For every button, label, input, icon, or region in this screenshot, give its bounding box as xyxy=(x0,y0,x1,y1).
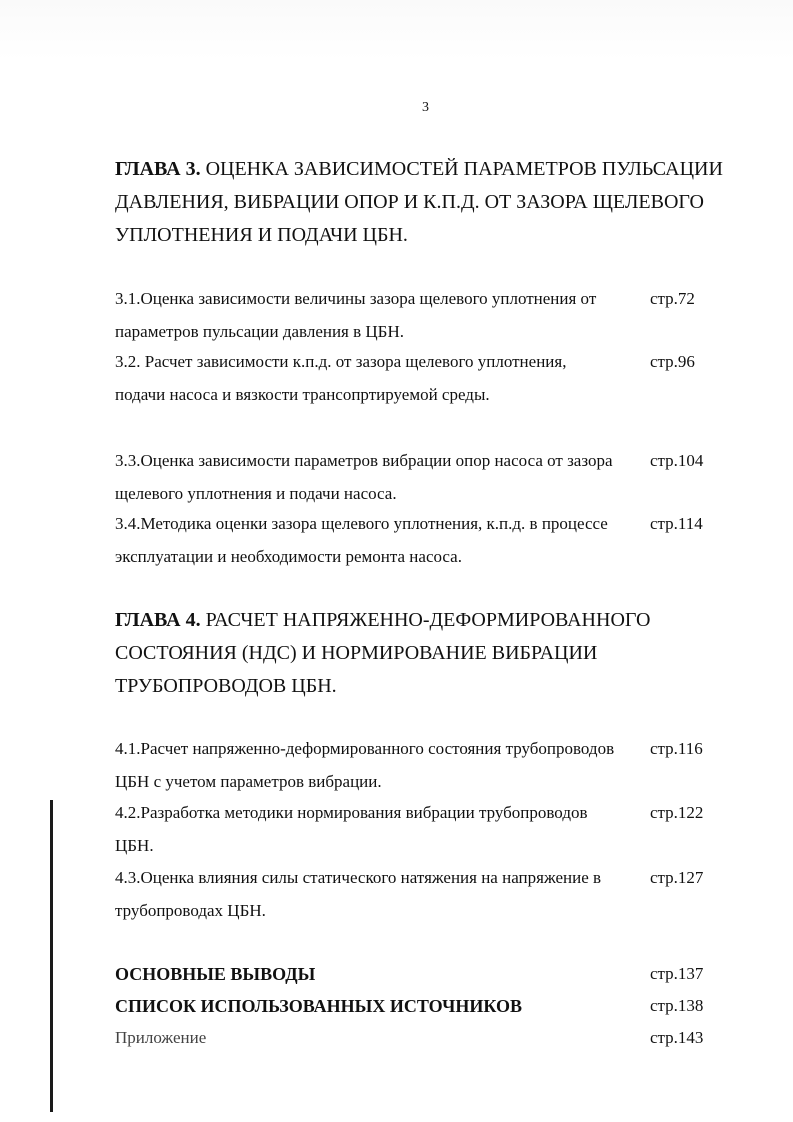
toc-entry-4-1 xyxy=(115,732,730,798)
toc-entry-3-4 xyxy=(115,507,730,573)
toc-conclusions xyxy=(115,959,730,990)
chapter-3-heading xyxy=(115,153,745,252)
toc-references-text: СПИСОК ИСПОЛЬЗОВАННЫХ ИСТОЧНИКОВ xyxy=(115,996,522,1016)
toc-entry-page: стр.122 xyxy=(650,803,704,822)
toc-entry-text: 3.3.Оценка зависимости параметров вибрации опор насоса от зазора щелевого уплотнения и подачи насоса. xyxy=(115,451,613,503)
toc-conclusions-page: стр.137 xyxy=(650,964,704,983)
toc-entry-3-1 xyxy=(115,282,730,348)
toc-entry-page: стр.96 xyxy=(650,352,695,371)
toc-references xyxy=(115,991,730,1022)
toc-entry-text: 3.4.Методика оценки зазора щелевого уплотнения, к.п.д. в процессе эксплуатации и необходимости ремонта насоса. xyxy=(115,514,608,566)
toc-entry-text: 4.1.Расчет напряженно-деформированного состояния трубопроводов ЦБН с учетом параметров вибрации. xyxy=(115,739,615,791)
chapter-3-label: ГЛАВА 3. xyxy=(115,158,201,180)
toc-entry-3-3 xyxy=(115,444,730,510)
toc-appendix xyxy=(115,1023,730,1053)
toc-entry-text: 4.3.Оценка влияния силы статического натяжения на напряжение в трубопроводах ЦБН. xyxy=(115,868,602,920)
toc-entry-3-2 xyxy=(115,345,730,411)
toc-entry-text: 4.2.Разработка методики нормирования вибрации трубопроводов ЦБН. xyxy=(115,803,588,855)
chapter-4-title: РАСЧЕТ НАПРЯЖЕННО-ДЕФОРМИРОВАННОГО СОСТОЯНИЯ (НДС) И НОРМИРОВАНИЕ ВИБРАЦИИ ТРУБОПРОВОДОВ ЦБН. xyxy=(115,609,651,697)
chapter-4-label: ГЛАВА 4. xyxy=(115,609,201,631)
toc-entry-4-3 xyxy=(115,861,730,927)
toc-entry-text: 3.2. Расчет зависимости к.п.д. от зазора щелевого уплотнения, подачи насоса и вязкости трансопртируемой среды. xyxy=(115,352,567,404)
toc-entry-page: стр.72 xyxy=(650,289,695,308)
chapter-4-heading xyxy=(115,604,745,703)
scan-background xyxy=(0,0,793,60)
toc-entry-4-2 xyxy=(115,796,730,862)
toc-entry-page: стр.104 xyxy=(650,451,704,470)
toc-entry-page: стр.116 xyxy=(650,739,703,758)
toc-entry-text: 3.1.Оценка зависимости величины зазора щелевого уплотнения от параметров пульсации давления в ЦБН. xyxy=(115,289,597,341)
toc-entry-page: стр.127 xyxy=(650,868,704,887)
toc-appendix-page: стр.143 xyxy=(650,1028,704,1047)
scan-margin-bar xyxy=(50,800,53,1112)
toc-references-page: стр.138 xyxy=(650,996,704,1015)
toc-conclusions-text: ОСНОВНЫЕ ВЫВОДЫ xyxy=(115,964,316,984)
page-number: 3 xyxy=(422,100,429,115)
toc-appendix-text: Приложение xyxy=(115,1028,207,1047)
toc-entry-page: стр.114 xyxy=(650,514,703,533)
chapter-3-title: ОЦЕНКА ЗАВИСИМОСТЕЙ ПАРАМЕТРОВ ПУЛЬСАЦИИ ДАВЛЕНИЯ, ВИБРАЦИИ ОПОР И К.П.Д. ОТ ЗАЗОРА ЩЕЛЕВОГО УПЛОТНЕНИЯ И ПОДАЧИ ЦБН. xyxy=(115,158,723,246)
